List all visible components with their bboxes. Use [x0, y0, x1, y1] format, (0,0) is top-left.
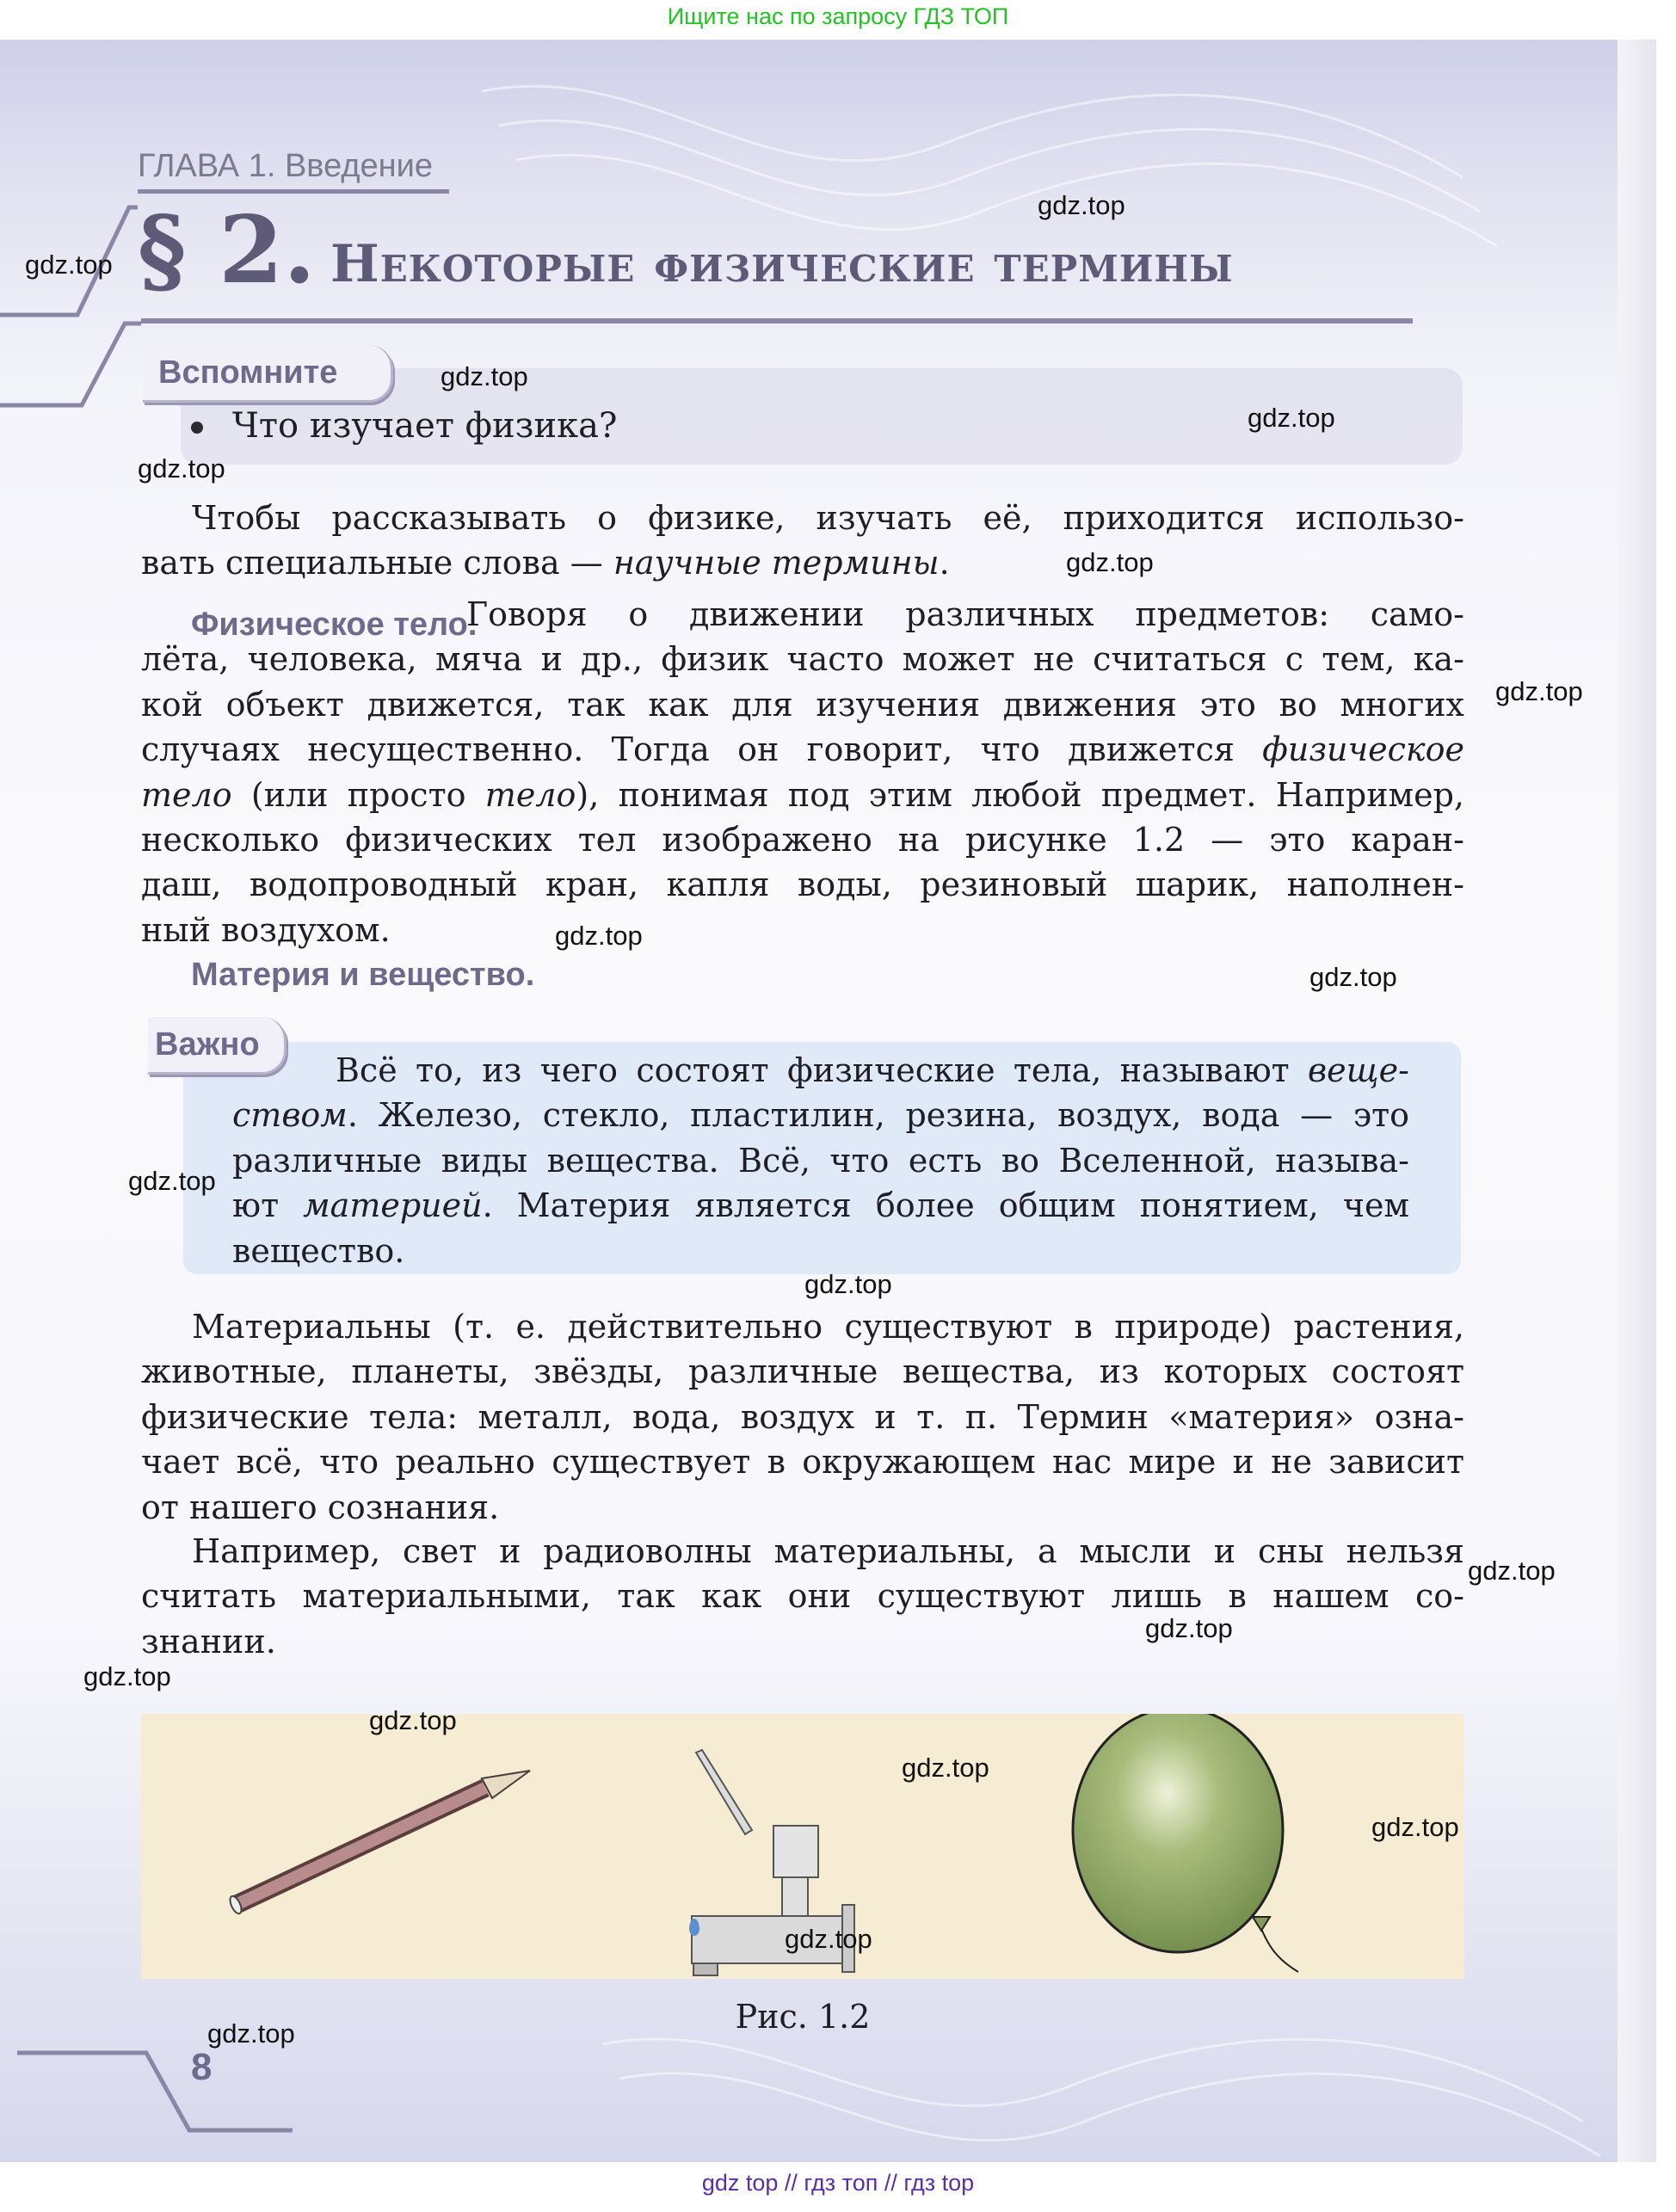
watermark: gdz.top: [83, 1661, 171, 1691]
text-segment: ют: [232, 1186, 304, 1225]
text-line: [141, 727, 1464, 772]
remember-question: Что изучает физика?: [232, 406, 618, 446]
text-line: [141, 862, 1464, 907]
text-line: [141, 1574, 1464, 1618]
text-segment: от нашего сознания.: [141, 1488, 500, 1526]
text-line: [232, 1093, 1409, 1137]
watermark: gdz.top: [1248, 403, 1335, 433]
watermark: gdz.top: [804, 1269, 892, 1299]
text-segment: считать материальными, так как они существуют лишь в нашем со-: [141, 1577, 1464, 1616]
text-segment: кой объект движется, так как для изучения движения это во многих: [141, 685, 1464, 724]
balloon-image: [1073, 1714, 1298, 1972]
watermark: gdz.top: [1495, 676, 1583, 706]
divider: [138, 189, 449, 194]
watermark: gdz.top: [441, 361, 528, 391]
text-line: [141, 682, 1464, 727]
text-line: [232, 1183, 1409, 1228]
text-segment: физические тела: металл, вода, воздух и т. п. Термин «материя» озна-: [141, 1397, 1464, 1436]
text-line: [141, 1304, 1464, 1349]
page-edge: [1617, 40, 1656, 2162]
watermark: gdz.top: [1309, 962, 1397, 992]
water-drop-icon: [689, 1919, 699, 1936]
watermark: gdz.top: [138, 453, 225, 484]
text-line: [141, 773, 1464, 817]
text-segment: чает всё, что реально существует в окружающем нас мире и не зависит: [141, 1443, 1464, 1482]
paragraph-important: [232, 1048, 1409, 1273]
chapter-label: ГЛАВА 1. Введение: [138, 148, 434, 184]
heading-matter: Материя и вещество.: [191, 957, 535, 993]
search-banner: Ищите нас по запросу ГДЗ ТОП: [667, 3, 1009, 29]
italic-term: тело: [484, 775, 576, 814]
text-line: [141, 817, 1464, 862]
text-line: [141, 1619, 1464, 1664]
paragraph-intro: [141, 496, 1464, 586]
divider: [141, 318, 1413, 323]
paragraph-example: [141, 1529, 1464, 1664]
text-line: [141, 1529, 1464, 1574]
text-segment: (или просто: [231, 775, 485, 814]
text-segment: животные, планеты, звёзды, различные вещества, из которых состоят: [141, 1352, 1464, 1391]
italic-term: веще-: [1308, 1051, 1409, 1089]
page-number: 8: [191, 2046, 213, 2088]
text-line: [141, 1395, 1464, 1439]
text-segment: Говоря о движении различных предметов: само-: [466, 595, 1464, 633]
italic-term: физическое: [1262, 730, 1464, 769]
section-number: § 2.: [138, 196, 316, 305]
text-line: [141, 1349, 1464, 1394]
text-segment: Чтобы рассказывать о физике, изучать её, приходится использо-: [192, 499, 1464, 537]
text-segment: даш, водопроводный кран, капля воды, резиновый шарик, наполнен-: [141, 866, 1464, 904]
text-segment: . Железо, стекло, пластилин, резина, воздух, вода — это: [347, 1096, 1409, 1135]
text-line: [141, 1439, 1464, 1484]
text-line: [141, 540, 1464, 585]
italic-term: ством: [232, 1096, 348, 1135]
text-line: [141, 496, 1464, 540]
text-segment: .: [939, 544, 950, 582]
text-segment: . Материя является более общим понятием, чем: [482, 1186, 1409, 1225]
remember-tag: Вспомните: [143, 345, 393, 403]
text-segment: Например, свет и радиоволны материальны, а мысли и сны нельзя: [192, 1532, 1464, 1570]
footer-watermark: gdz top // гдз топ // гдз top: [701, 2170, 975, 2196]
text-segment: ный воздухом.: [141, 910, 391, 949]
text-segment: ), понимая под этим любой предмет. Например,: [576, 775, 1464, 814]
heading-physical-body: Физическое тело.: [191, 607, 478, 643]
text-segment: вать специальные слова —: [141, 544, 613, 582]
watermark: gdz.top: [785, 1924, 872, 1954]
watermark: gdz.top: [128, 1166, 216, 1196]
text-segment: Всё то, из чего состоят физические тела, называют: [336, 1051, 1309, 1089]
text-segment: знании.: [141, 1622, 276, 1661]
page-title: Некоторые физические термины: [330, 234, 1234, 294]
watermark: gdz.top: [1038, 190, 1125, 220]
pencil-image: [228, 1771, 530, 1915]
watermark: gdz.top: [207, 2018, 295, 2049]
paragraph-material: [141, 1304, 1464, 1530]
watermark: gdz.top: [1468, 1556, 1556, 1586]
text-segment: несколько физических тел изображено на рисунке 1.2 — это каран-: [141, 820, 1464, 859]
italic-term: тело: [141, 775, 232, 814]
watermark: gdz.top: [1145, 1613, 1233, 1643]
text-line: [141, 908, 1464, 952]
figure-caption: Рис. 1.2: [735, 1998, 871, 2036]
italic-term: материей: [303, 1186, 483, 1225]
watermark: gdz.top: [1066, 547, 1154, 577]
text-segment: лёта, человека, мяча и др., физик часто может не считаться с тем, ка-: [141, 640, 1464, 679]
important-tag: Важно: [148, 1017, 287, 1075]
watermark: gdz.top: [902, 1753, 989, 1783]
text-line: [232, 1229, 1409, 1273]
watermark: gdz.top: [25, 250, 113, 280]
bullet-icon: [191, 422, 203, 434]
text-line: [141, 1485, 1464, 1530]
text-line: [232, 1048, 1409, 1093]
text-line: [232, 1138, 1409, 1183]
text-segment: случаях несущественно. Тогда он говорит, что движется: [141, 730, 1263, 769]
italic-term: научные термины: [613, 544, 940, 582]
text-segment: различные виды вещества. Всё, что есть во Вселенной, называ-: [232, 1141, 1409, 1180]
watermark: gdz.top: [1371, 1812, 1459, 1842]
text-segment: Материальны (т. е. действительно существуют в природе) растения,: [192, 1308, 1464, 1346]
text-segment: вещество.: [232, 1231, 405, 1270]
watermark: gdz.top: [555, 921, 643, 951]
watermark: gdz.top: [369, 1705, 457, 1735]
